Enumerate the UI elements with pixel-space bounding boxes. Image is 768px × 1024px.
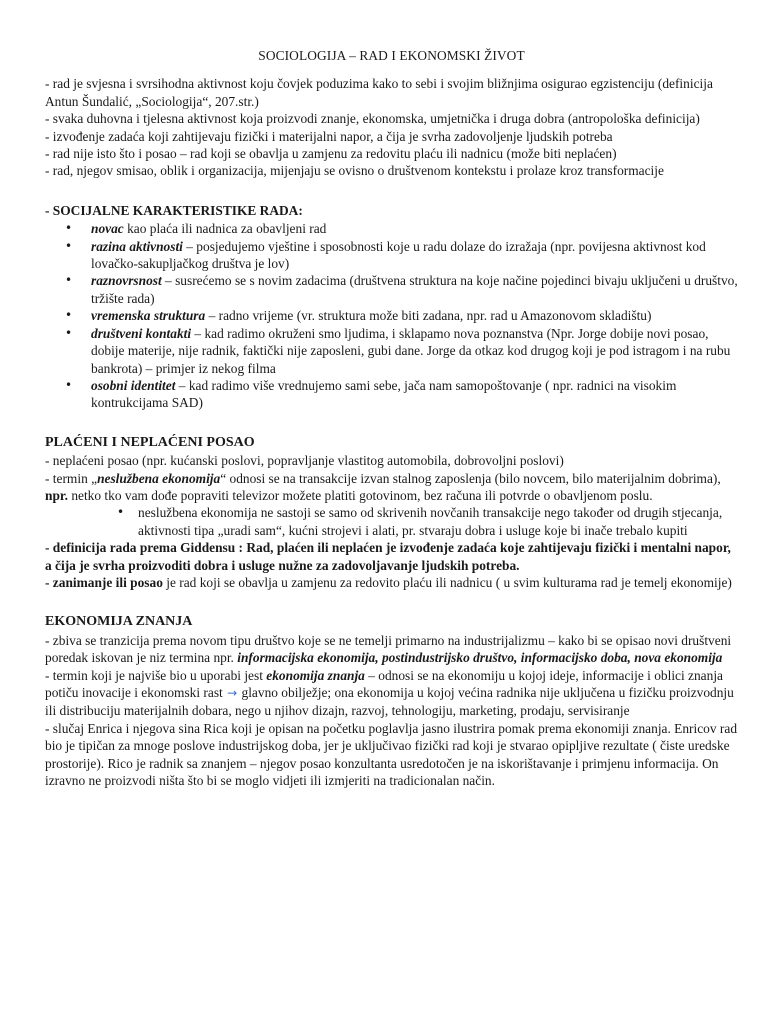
arrow-right-icon: → [227, 686, 238, 700]
list-item-term: razina aktivnosti [91, 238, 183, 254]
heading-knowledge-economy: EKONOMIJA ZNANJA [45, 614, 193, 630]
heading-social-characteristics: - SOCIJALNE KARAKTERISTIKE RADA: [45, 202, 303, 218]
list-item-term: raznovrsnost [91, 273, 162, 289]
intro-line: - rad, njegov smisao, oblik i organizacija, mijenjaju se ovisno o društvenom kontekstu i prolaze kroz transformacije [45, 163, 664, 179]
occupation-term: - zanimanje ili posao [45, 574, 163, 590]
unpaid-work-line: - neplaćeni posao (npr. kućanski poslovi, popravljanje vlastitog automobila, dobrovoljni poslovi) [45, 453, 564, 469]
knowledge-paragraph-3: - slučaj Enrica i njegova sina Rica koji je opisan na početku poglavlja jasno ilustrira pomak prema ekonomiji znanja. Enricov rad bio je tipičan za mnoge poslove industrijskog doba, jer je uključivao fizički rad koji je stvarao opipljive rezultate ( čiste uredske prostorije). Rico je radnik sa znanjem – njegov posao konzultanta usredotočen je na iskorištavanje i primjenu informacija. On izravno ne proizvodi ništa što bi se moglo vidjeti ili izmjeriti na tradicionalan način. [45, 720, 738, 789]
text-run: – odnosi se na ekonomiju u kojoj ideje, informacije i oblici znanja potiču inovacije i ekonomski rast [45, 667, 723, 700]
text-run: netko tko vam dođe popraviti televizor možete platiti gotovinom, bez računa ili potvrde o obavljenom poslu. [67, 487, 653, 503]
knowledge-paragraph-2 [45, 667, 738, 720]
informal-economy-paragraph [45, 470, 738, 505]
list-item-text: – kad radimo okruženi smo ljudima, i sklapamo nova poznanstva (Npr. Jorge dobije novi posao, dobije materije, nije radnik, faktički nije zaposleni, gubi dane. Jorge da otkaz kod drugog koji je pod istragom i na rubu bankrota) – primjer iz nekog filma [91, 325, 731, 376]
text-run: - termin koji je najviše bio u uporabi jest [45, 667, 267, 683]
intro-line: - rad je svjesna i svrsihodna aktivnost koju čovjek poduzima kako to sebi i svojim bližnjima osigurao egzistenciju (definicija Antun Šundalić, „Sociologija“, 207.str.) [45, 76, 713, 109]
giddens-definition: - definicija rada prema Giddensu : Rad, plaćen ili neplaćen je izvođenje zadaća koje zahtijevaju fizički i mentalni napor, a čija je svrha proizvoditi dobra i usluge nužne za zadovoljavanje ljudskih potreba. [45, 540, 731, 573]
informal-economy-list [45, 504, 738, 539]
list-item-term: društveni kontakti [91, 325, 192, 341]
knowledge-paragraph-1 [45, 632, 738, 667]
list-item-text: – kad radimo više vrednujemo sami sebe, jača nam samopoštovanje ( npr. radnici na visokim kontrukcijama SAD) [91, 377, 677, 411]
occupation-definition [45, 574, 738, 591]
intro-line: - svaka duhovna i tjelesna aktivnost koja proizvodi znanje, ekonomska, umjetnička i druga dobra (antropološka definicija) [45, 111, 700, 127]
list-item-text: – posjedujemo vještine i sposobnosti koje u radu dolaze do izražaja (npr. povijesna aktivnost kod lovačko-sakupljačkog društva je lov) [91, 238, 706, 272]
list-item: • neslužbena ekonomija ne sastoji se samo od skrivenih novčanih transakcije nego također od drugih stjecanja, aktivnosti tipa „uradi sam“, kućni strojevi i alati, pr. stvaraju dobra i usluge koje bi inače trebalo kupiti [45, 504, 738, 539]
knowledge-terms: informacijska ekonomija, postindustrijsko društvo, informacijsko doba, nova ekonomija [237, 650, 723, 666]
list-item-text: kao plaća ili nadnica za obavljeni rad [123, 221, 327, 237]
informal-economy-term: neslužbena ekonomija [97, 470, 221, 486]
text-run: - termin „ [45, 470, 98, 486]
text-run: “ odnosi se na transakcije izvan stalnog zaposlenja (bilo novcem, bilo materijalnim dobrima), [220, 470, 721, 486]
knowledge-economy-term: ekonomija znanja [266, 667, 365, 683]
intro-definitions [45, 75, 738, 179]
list-item-term: novac [91, 221, 124, 237]
text-run: je rad koji se obavlja u zamjenu za redovito plaću ili nadnicu ( u svim kulturama rad je temelj ekonomije) [162, 574, 732, 590]
text-run: glavno obilježje; ona ekonomija u kojoj većina radnika nije uključena u fizičku proizvodnju ili distribuciju materijalnih dobara, nego u njihov dizajn, razvoj, tehnologiju, marketing, prodaju, servisiranje [45, 685, 734, 719]
list-item-term: osobni identitet [91, 377, 176, 393]
list-item-text: – radno vrijeme (vr. struktura može biti zadana, npr. rad u Amazonovom skladištu) [205, 308, 652, 324]
npr-label: npr. [45, 487, 68, 503]
list-item [45, 325, 738, 377]
list-item [45, 307, 738, 324]
intro-line: - izvođenje zadaća koji zahtijevaju fizički i materijalni napor, a čija je svrha zadovoljenje ljudskih potreba [45, 128, 613, 144]
list-item [45, 272, 738, 307]
list-item [45, 220, 738, 237]
intro-line: - rad nije isto što i posao – rad koji se obavlja u zamjenu za redovitu plaću ili nadnicu (može biti neplaćen) [45, 146, 617, 162]
social-characteristics-list [45, 220, 738, 411]
list-item-term: vremenska struktura [91, 308, 206, 324]
text-run: - zbiva se tranzicija prema novom tipu društvo koje se ne temelji primarno na industrijalizmu – kako bi se opisao novi društveni poredak iskovan je niz termina npr. [45, 632, 732, 666]
list-item-text: – susrećemo se s novim zadacima (društvena struktura na koje načine pojedinci bivaju uključeni u društvo, tržište rada) [91, 273, 738, 306]
list-item [45, 238, 738, 273]
heading-paid-unpaid-work: PLAĆENI I NEPLAĆENI POSAO [45, 434, 255, 450]
list-item [45, 377, 738, 412]
page-title: SOCIOLOGIJA – RAD I EKONOMSKI ŽIVOT [258, 48, 525, 63]
